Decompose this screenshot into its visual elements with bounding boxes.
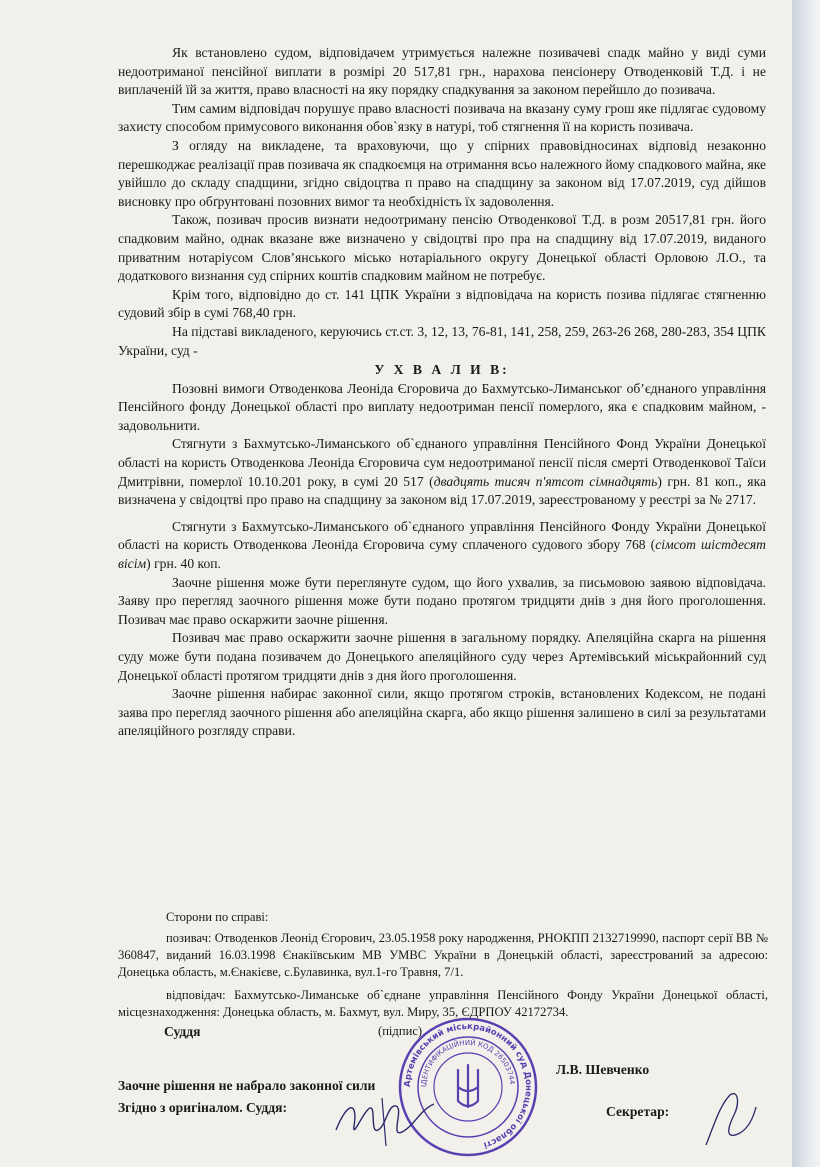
decision-text: [118, 44, 766, 741]
parties-label: Сторони по справі:: [166, 910, 269, 924]
paragraph-9: [118, 518, 766, 574]
paragraph-8-amount-words: двадцять тисяч п'ятсот сімнадцять: [433, 473, 658, 489]
paragraph-10: Заочне рішення може бути переглянуте судом, що його ухвалив, за письмовою заявою відповідача. Заяву про перегляд заочного рішення може бути подано протягом тридцяти днів з дня його проголошення. Позивач має право оскаржити заочне рішення.: [118, 574, 766, 627]
paragraph-4: Також, позивач просив визнати недоотриману пенсію Отводенкової Т.Д. в розм 20517,81 грн. його спадковим майно, однак вказане вже визначено у свідоцтві про пра на спадщину від 17.07.2019, виданого приватним нотаріусом Слов’янського місько нотаріального округу Донецької області Орловою Л.О., та додаткового визнання суд спірних коштів спадковим майном не потребує.: [118, 212, 766, 284]
paragraph-11: Позивач має право оскаржити заочне рішення в загальному порядку. Апеляційна скарга на рішення суду може бути подана позивачем до Донецького апеляційного суду через Артемівський міськрайонний суд Донецької області протягом тридцяти днів з дня його проголошення.: [118, 630, 766, 683]
stamp-ring-text: Артемівський міськрайонний суд Донецької області: [402, 1021, 534, 1150]
ruling-heading: У Х В А Л И В:: [374, 362, 510, 378]
paragraph-8-b: ) грн. 81 коп., яка визначена у свідоцтві про право на спадщину за законом від 17.07.2019, зареєстрованому у реєстрі за № 2717.: [118, 473, 766, 508]
signature-placeholder: (підпис): [378, 1024, 423, 1038]
paragraph-5: Крім того, відповідно до ст. 141 ЦПК України з відповідача на користь позива підлягає стягненню судовий збір в сумі 768,40 грн.: [118, 286, 766, 321]
judge-name: Л.В. Шевченко: [556, 1062, 650, 1077]
paragraph-9-b: ) грн. 40 коп.: [146, 556, 221, 572]
parties-block: [118, 909, 768, 1021]
judge-label: Суддя: [164, 1024, 201, 1039]
trident-emblem: [458, 1065, 478, 1107]
stamp-code-text: ІДЕНТИФІКАЦІЙНИЙ КОД 26503744: [419, 1038, 516, 1088]
paragraph-2: Тим самим відповідач порушує право власності позивача на вказану суму грош яке підлягає судовому захисту способом примусового виконання обов`язку в натурі, тоб стягнення її на користь позивача.: [118, 100, 766, 135]
page-edge: [792, 0, 820, 1167]
not-in-force-note: Заочне рішення не набрало законної сили: [118, 1078, 376, 1093]
paragraph-7: Позовні вимоги Отводенкова Леоніда Єгоровича до Бахмутсько-Лиманськог об’єднаного управління Пенсійного фонду Донецької області про виплату недоотриман пенсії померлого, яка є спадковим майном, - задовольнити.: [118, 380, 766, 433]
plaintiff-details: позивач: Отводенков Леонід Єгорович, 23.05.1958 року народження, РНОКПП 2132719990, паспорт серії ВВ № 360847, виданий 16.03.1998 Єнакіївським МВ УМВС України в Донецькій області, зареєстрований за адресою: Донецька область, м.Єнакієве, с.Булавинка, вул.1-го Травня, 7/1.: [118, 931, 768, 979]
paragraph-8-a: Стягнути з Бахмутсько-Лиманського об`єднаного управління Пенсійного Фонд України Донецької області на користь Отводенкова Леоніда Єгоровича сум недоотриманої пенсії після смерті Отводенкової Таїси Дмитрівни, померлої 10.10.201 року, в сумі 20 517 (: [118, 436, 766, 489]
paragraph-9-a: Стягнути з Бахмутсько-Лиманського об`єднаного управління Пенсійного Фонду України Донецької області на користь Отводенкова Леоніда Єгоровича суму сплаченого судового збору 768 (: [118, 518, 766, 553]
paragraph-1: Як встановлено судом, відповідачем утримується належне позивачеві спадк майно у виді суми недоотриманої пенсійної виплати в розмірі 20 517,81 грн., нарахова пенсіонеру Отводенковій Т.Д. і не виплаченій їй за життя, право власності на яку порядку спадкування за законом перейшло до позивача.: [118, 45, 766, 98]
paragraph-12: Заочне рішення набирає законної сили, якщо протягом строків, встановлених Кодексом, не подані заява про перегляд заочного рішення або апеляційна скарга, або якщо рішення залишено в силі за результатами апеляційного розгляду справи.: [118, 686, 766, 739]
paragraph-8: [118, 435, 766, 509]
secretary-signature: [700, 1085, 760, 1155]
judge-signature: [330, 1090, 440, 1150]
copy-certification: Згідно з оригіналом. Суддя:: [118, 1100, 288, 1115]
paragraph-3: З огляду на викладене, та враховуючи, що у спірних правовідносинах відповід незаконно перешкоджає реалізації прав позивача як спадкоємця на отримання всьо належного йому спадкового майна, яке увійшло до складу спадщини, згідно свідоцтва п право на спадщину за законом від 17.07.2019, суд дійшов висновку про обґрунтовані позовних вимог та необхідність їх задоволення.: [118, 137, 766, 209]
secretary-label: Секретар:: [606, 1104, 670, 1119]
paragraph-6: На підставі викладеного, керуючись ст.ст. 3, 12, 13, 76-81, 141, 258, 259, 263-26 268, 280-283, 354 ЦПК України, суд -: [118, 323, 766, 358]
defendant-details: відповідач: Бахмутсько-Лиманське об`єднане управління Пенсійного Фонду України Донецької області, місцезнаходження: Донецька область, м. Бахмут, вул. Миру, 35, ЄДРПОУ 42172734.: [118, 988, 768, 1019]
paragraph-9-amount-words: сімсот шістдесят вісім: [118, 537, 766, 572]
